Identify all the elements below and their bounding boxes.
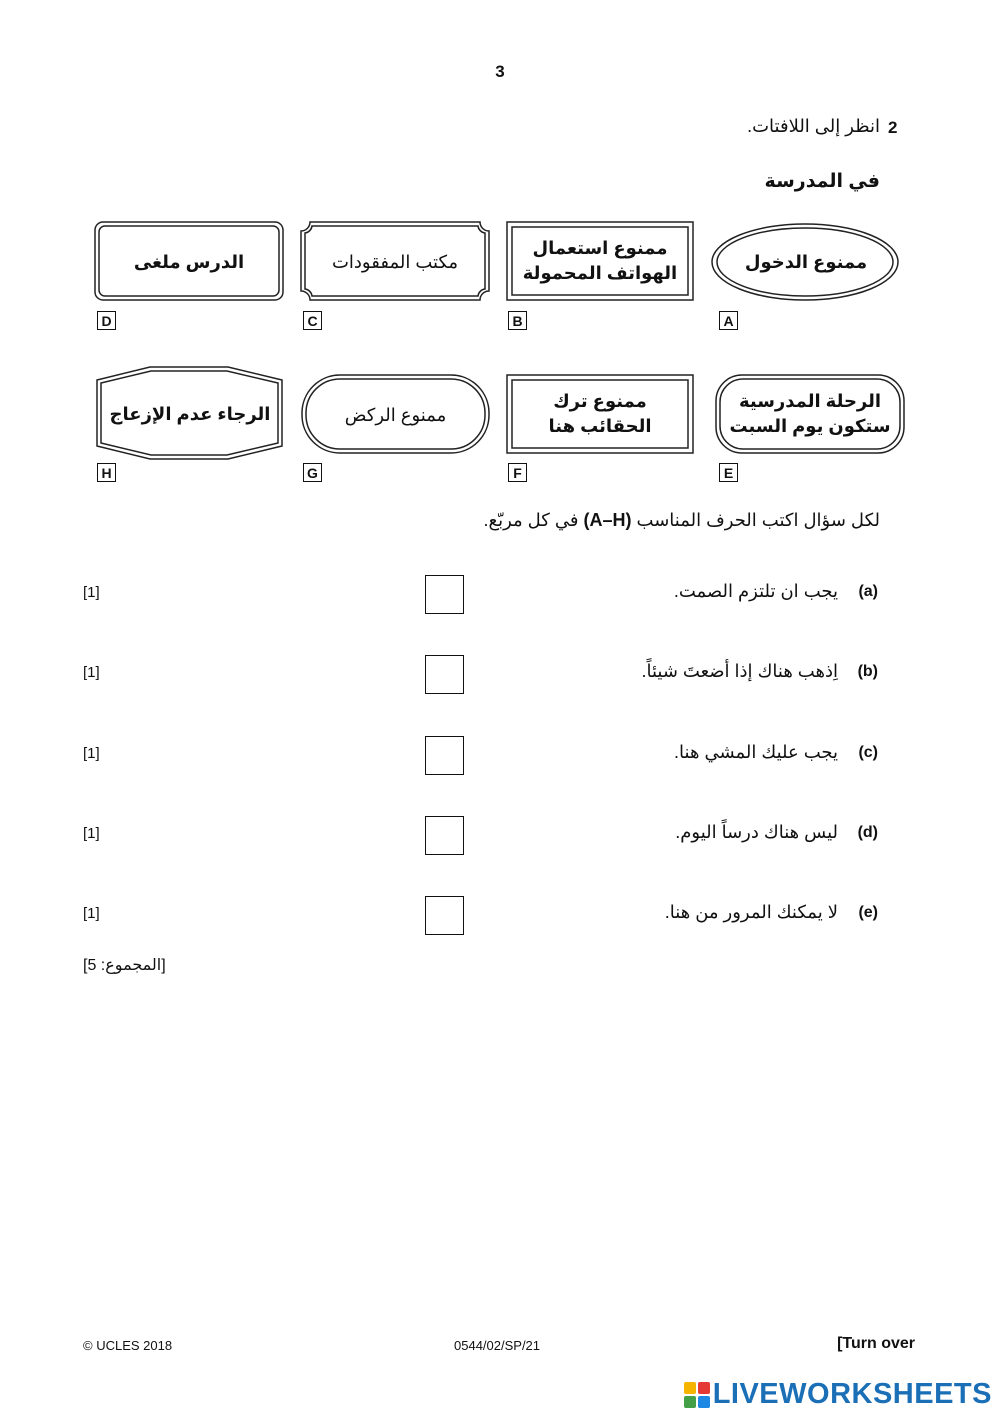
sign-g-letter: G [303,463,322,482]
item-text: ليس هناك درساً اليوم. [675,822,838,842]
question-item [0,575,1000,615]
item-text: اِذهب هناك إذا أضعتَ شيئاً. [641,661,838,681]
item-label: (d) [857,824,878,841]
question-item [0,736,1000,776]
item-label: (a) [858,583,878,600]
sign-c-letter: C [303,311,322,330]
answer-box-d[interactable] [425,816,464,855]
sign-g-text: ممنوع الركض [344,404,447,425]
item-text: يجب عليك المشي هنا. [674,742,838,762]
question-item [0,655,1000,695]
question-number: 2 [888,118,898,137]
task-instruction-after: في كل مربّع. [483,510,579,530]
sign-h-letter: H [97,463,116,482]
item-label: (e) [858,904,878,921]
logo-square [684,1382,696,1394]
sign-b-text: ممنوع استعمال الهواتف المحمولة [522,238,678,283]
sign-d-text: الدرس ملغى [133,251,245,272]
sign-f-text: ممنوع ترك الحقائب هنا [548,391,652,436]
sign-e-text: الرحلة المدرسية ستكون يوم السبت [729,391,891,436]
liveworksheets-logo-icon [684,1382,710,1408]
question-item [0,816,1000,856]
logo-square [684,1396,696,1408]
logo-square [698,1382,710,1394]
liveworksheets-brand [684,1378,992,1411]
sign-d-letter: D [97,311,116,330]
item-mark: [1] [83,664,100,681]
question-instruction: انظر إلى اللافتات. [747,116,880,136]
logo-square [698,1396,710,1408]
item-mark: [1] [83,584,100,601]
item-mark: [1] [83,905,100,922]
item-mark: [1] [83,745,100,762]
sign-a-text: ممنوع الدخول [744,251,868,272]
task-instruction-before: لكل سؤال اكتب الحرف المناسب [636,510,880,530]
task-letter-range: (A–H) [583,510,632,530]
item-text: لا يمكنك المرور من هنا. [664,902,838,922]
item-label: (c) [858,744,878,761]
sign-b-letter: B [508,311,527,330]
section-title: في المدرسة [764,171,880,192]
sign-c-text: مكتب المفقودات [331,251,459,272]
sign-h-text: الرجاء عدم الإزعاج [109,403,271,424]
brand-name: LIVEWORKSHEETS [712,1378,992,1410]
page-number: 3 [495,62,505,81]
answer-box-e[interactable] [425,896,464,935]
answer-box-b[interactable] [425,655,464,694]
answer-box-a[interactable] [425,575,464,614]
footer-turn-over: [Turn over [837,1335,915,1352]
footer-paper-code: 0544/02/SP/21 [454,1338,541,1353]
item-mark: [1] [83,825,100,842]
sign-f-letter: F [508,463,527,482]
question-item [0,896,1000,936]
answer-box-c[interactable] [425,736,464,775]
footer-copyright: © UCLES 2018 [83,1338,173,1353]
item-text: يجب ان تلتزم الصمت. [673,581,838,601]
item-label: (b) [857,663,878,680]
task-instruction [484,510,881,531]
sign-a-letter: A [719,311,738,330]
sign-e-letter: E [719,463,738,482]
total-marks: [المجموع: 5] [83,957,166,974]
